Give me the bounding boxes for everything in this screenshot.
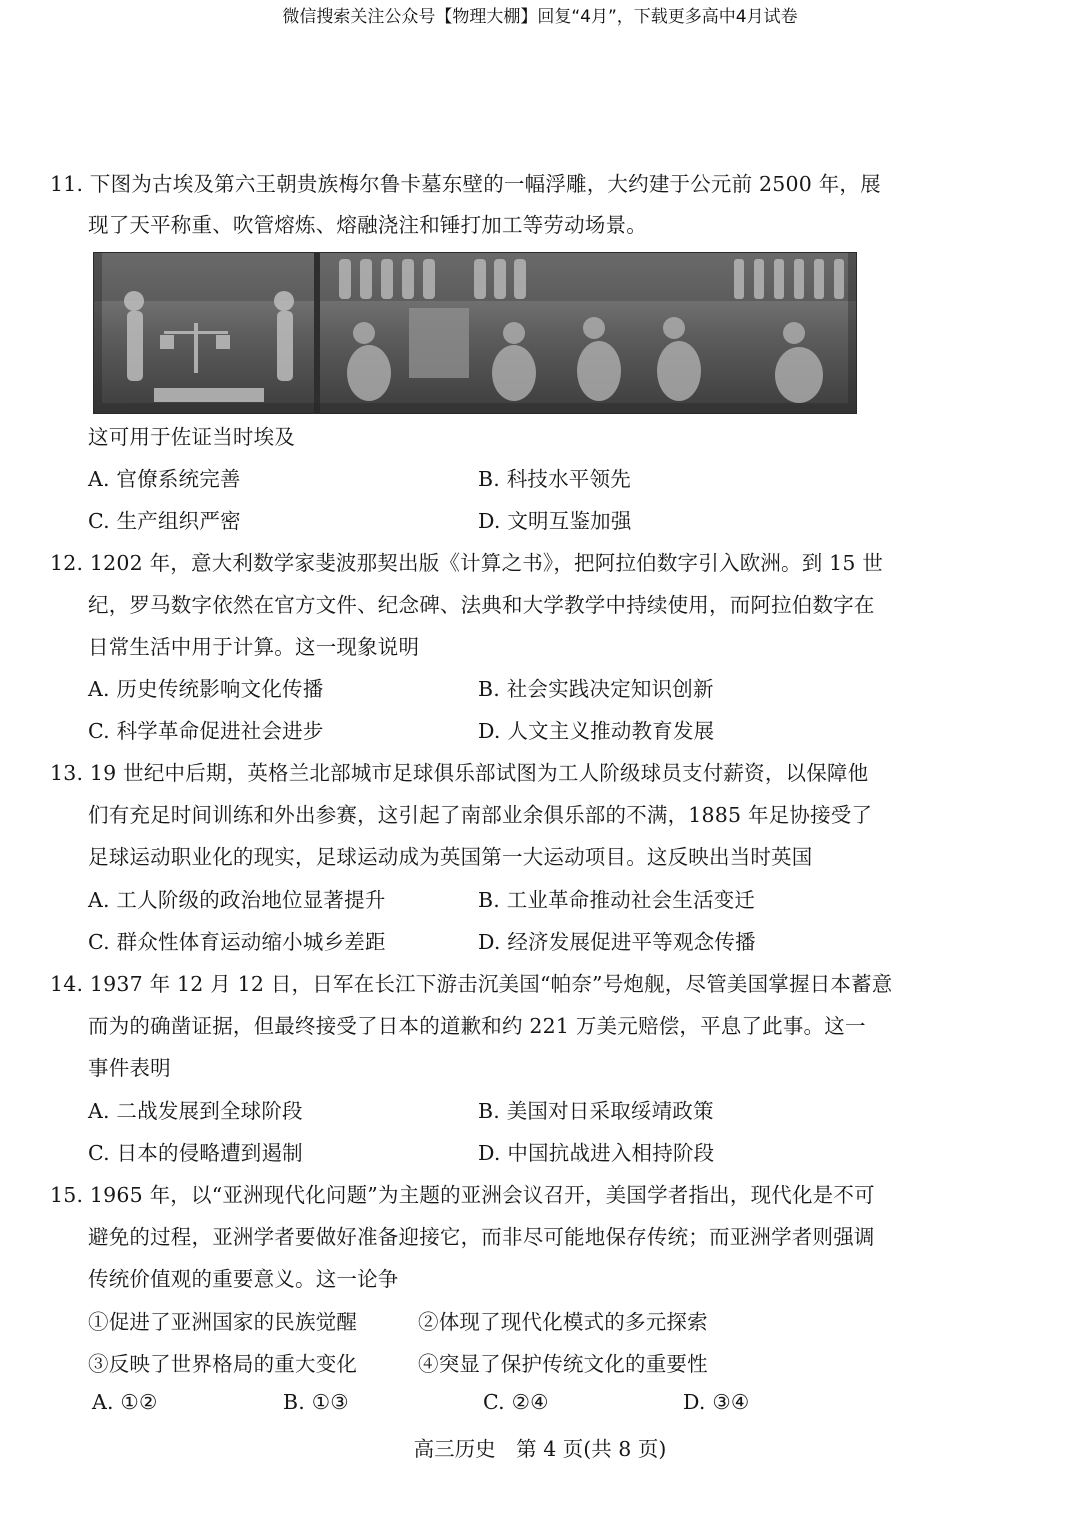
q14-option-a[interactable]: A. 二战发展到全球阶段 <box>88 1099 303 1123</box>
q11-option-b[interactable]: B. 科技水平领先 <box>478 467 631 491</box>
q14-option-d[interactable]: D. 中国抗战进入相持阶段 <box>478 1141 715 1165</box>
q11-option-c[interactable]: C. 生产组织严密 <box>88 509 241 533</box>
q11-option-d[interactable]: D. 文明互鉴加强 <box>478 509 632 533</box>
q15-stem-line-1: 15. 1965 年，以“亚洲现代化问题”为主题的亚洲会议召开，美国学者指出，现代化是不可 <box>50 1183 875 1207</box>
q11-option-a[interactable]: A. 官僚系统完善 <box>88 467 241 491</box>
promo-banner: 微信搜索关注公众号【物理大棚】回复“4月”，下载更多高中4月试卷 <box>282 7 798 27</box>
q15-option-b[interactable]: B. ①③ <box>283 1390 349 1414</box>
q13-option-c[interactable]: C. 群众性体育运动缩小城乡差距 <box>88 930 386 954</box>
q13-option-d[interactable]: D. 经济发展促进平等观念传播 <box>478 930 756 954</box>
q13-stem-line-3: 足球运动职业化的现实，足球运动成为英国第一大运动项目。这反映出当时英国 <box>88 845 813 869</box>
q15-stem-line-2: 避免的过程，亚洲学者要做好准备迎接它，而非尽可能地保存传统；而亚洲学者则强调 <box>88 1225 875 1249</box>
q13-stem-line-1: 13. 19 世纪中后期，英格兰北部城市足球俱乐部试图为工人阶级球员支付薪资，以保障他 <box>50 761 869 785</box>
q15-stem-line-3: 传统价值观的重要意义。这一论争 <box>88 1267 399 1291</box>
q14-stem-line-1: 14. 1937 年 12 月 12 日，日军在长江下游击沉美国“帕奈”号炮舰，尽管美国掌握日本蓄意 <box>50 972 893 996</box>
q15-option-a[interactable]: A. ①② <box>92 1390 158 1414</box>
page-footer: 高三历史 第 4 页(共 8 页) <box>413 1437 667 1461</box>
egyptian-relief-image <box>93 252 857 414</box>
q15-option-d[interactable]: D. ③④ <box>683 1390 750 1414</box>
q15-item-4: ④突显了保护传统文化的重要性 <box>418 1352 708 1376</box>
q12-stem-line-1: 12. 1202 年，意大利数学家斐波那契出版《计算之书》，把阿拉伯数字引入欧洲。到 15 世 <box>50 551 884 575</box>
q12-option-a[interactable]: A. 历史传统影响文化传播 <box>88 677 324 701</box>
q12-option-b[interactable]: B. 社会实践决定知识创新 <box>478 677 714 701</box>
q12-stem-line-3: 日常生活中用于计算。这一现象说明 <box>88 635 420 659</box>
q11-prompt: 这可用于佐证当时埃及 <box>88 425 295 449</box>
q14-option-b[interactable]: B. 美国对日采取绥靖政策 <box>478 1099 714 1123</box>
q14-stem-line-3: 事件表明 <box>88 1056 171 1080</box>
q15-item-2: ②体现了现代化模式的多元探索 <box>418 1310 708 1334</box>
q11-stem-line-1: 11. 下图为古埃及第六王朝贵族梅尔鲁卡墓东壁的一幅浮雕，大约建于公元前 2500 年，展 <box>50 172 881 196</box>
q11-stem-line-2: 现了天平称重、吹管熔炼、熔融浇注和锤打加工等劳动场景。 <box>88 213 647 237</box>
q12-option-c[interactable]: C. 科学革命促进社会进步 <box>88 719 324 743</box>
q13-option-a[interactable]: A. 工人阶级的政治地位显著提升 <box>88 888 386 912</box>
q15-item-3: ③反映了世界格局的重大变化 <box>88 1352 358 1376</box>
q15-item-1: ①促进了亚洲国家的民族觉醒 <box>88 1310 358 1334</box>
q14-option-c[interactable]: C. 日本的侵略遭到遏制 <box>88 1141 303 1165</box>
relief-illustration <box>94 253 856 413</box>
q13-stem-line-2: 们有充足时间训练和外出参赛，这引起了南部业余俱乐部的不满，1885 年足协接受了 <box>88 803 873 827</box>
q14-stem-line-2: 而为的确凿证据，但最终接受了日本的道歉和约 221 万美元赔偿，平息了此事。这一 <box>88 1014 866 1038</box>
q12-option-d[interactable]: D. 人文主义推动教育发展 <box>478 719 715 743</box>
q12-stem-line-2: 纪，罗马数字依然在官方文件、纪念碑、法典和大学教学中持续使用，而阿拉伯数字在 <box>88 593 875 617</box>
q15-option-c[interactable]: C. ②④ <box>483 1390 549 1414</box>
q13-option-b[interactable]: B. 工业革命推动社会生活变迁 <box>478 888 756 912</box>
